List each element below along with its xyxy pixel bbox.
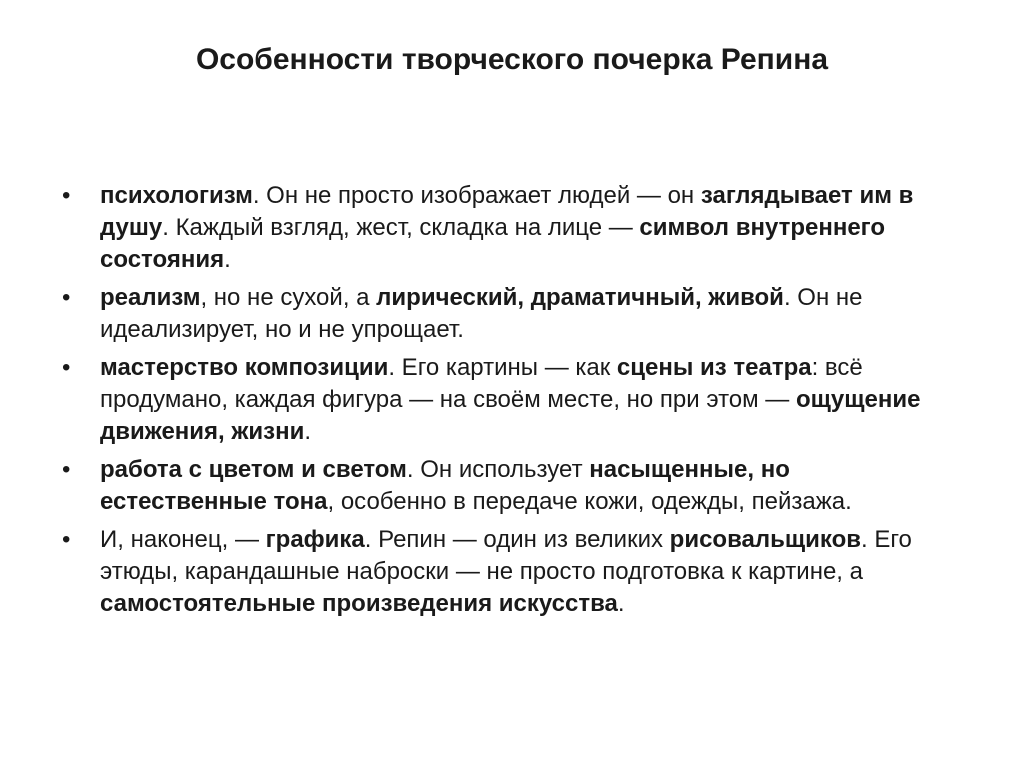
text-run: . [224, 246, 231, 273]
text-run: . Он не просто изображает людей — он [252, 182, 701, 209]
bullet-text [100, 456, 852, 515]
text-run: . [617, 590, 625, 617]
text-run: . [304, 418, 311, 445]
bullet-item [62, 524, 962, 620]
bold-term: графика [265, 526, 365, 553]
bullet-dot-icon: • [62, 284, 71, 311]
bold-term: рисовальщиков [669, 526, 861, 553]
bullet-list [62, 180, 962, 626]
bold-term: психологизм [100, 182, 253, 209]
bullet-item [62, 454, 962, 518]
text-run: . Каждый взгляд, жест, складка на лице — [162, 214, 640, 241]
bullet-item [62, 282, 962, 346]
bold-term: сцены из театра [616, 354, 812, 381]
bold-term: мастерство композиции [100, 354, 389, 381]
bullet-dot-icon: • [62, 526, 71, 553]
text-run: , но не сухой, а [200, 284, 377, 311]
text-run: . Его этюды, карандашные наброски — не просто подготовка к картине, а [100, 526, 912, 585]
bullet-dot-icon: • [62, 354, 71, 381]
text-run: , особенно в передаче кожи, одежды, пейзажа. [327, 488, 852, 515]
bold-term: насыщенные, но естественные тона [100, 456, 790, 515]
text-run: . Он использует [406, 456, 590, 483]
bullet-item [62, 180, 962, 276]
text-run: . Репин — один из великих [364, 526, 670, 553]
bullet-text [100, 526, 912, 617]
bullet-text [100, 182, 913, 273]
bold-term: заглядывает им в душу [100, 182, 914, 241]
text-run: . Его картины — как [388, 354, 617, 381]
text-run: И, наконец, — [100, 526, 266, 553]
bold-term: работа с цветом и светом [100, 456, 407, 483]
bullet-item [62, 352, 962, 448]
slide-title: Особенности творческого почерка Репина [195, 43, 829, 76]
bullet-dot-icon: • [62, 456, 71, 483]
bold-term: лирический, драматичный, живой [376, 284, 784, 311]
bold-term: символ внутреннего состояния [100, 214, 886, 273]
bold-term: ощущение движения, жизни [100, 386, 921, 445]
bold-term: самостоятельные произведения искусства [100, 590, 618, 617]
text-run: : всё продумано, каждая фигура — на своём месте, но при этом — [100, 354, 863, 413]
bullet-dot-icon: • [62, 182, 71, 209]
bullet-text [100, 284, 862, 343]
bullet-text [100, 354, 920, 445]
bold-term: реализм [100, 284, 201, 311]
text-run: . Он не идеализирует, но и не упрощает. [100, 284, 863, 343]
